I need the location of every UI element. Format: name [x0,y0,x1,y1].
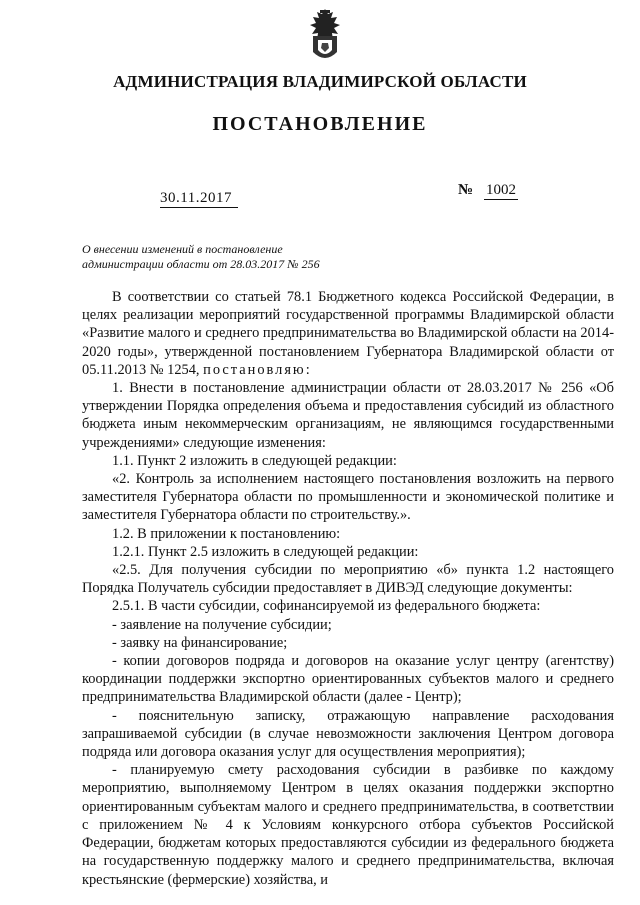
list-item: - заявку на финансирование; [112,634,288,651]
paragraph: 1.2. В приложении к постановлению: [112,525,341,542]
paragraph: 1. Внести в постановление администрации области от 28.03.2017 № 256 «Об утверждении Порядка определения объема и предоставления субсидий из областного бюджета иным некоммерческим организациям, не являющимся государственными учреждениями» следующие изменения: [82,380,614,451]
coat-of-arms-icon [304,8,346,64]
organization-title: АДМИНИСТРАЦИЯ ВЛАДИМИРСКОЙ ОБЛАСТИ [113,72,527,91]
paragraph: «2.5. Для получения субсидии по мероприятию «б» пункта 1.2 настоящего Порядка Получатель субсидии предоставляет в ДИВЭД следующие документы: [82,562,614,597]
subject-line: администрации области от 28.03.2017 № 256 [82,257,320,271]
document-type-title: ПОСТАНОВЛЕНИЕ [212,113,428,135]
decree-word: постановляю: [203,361,312,378]
paragraph: 2.5.1. В части субсидии, софинансируемой из федерального бюджета: [112,598,541,615]
paragraph: 1.1. Пункт 2 изложить в следующей редакции: [112,452,397,469]
subject-line: О внесении изменений в постановление [82,242,283,256]
list-item: - планируемую смету расходования субсидии в разбивке по каждому мероприятию, выполняемому Центром в целях оказания поддержки экспортно ориентированным субъектам малого и среднего предпринимательства, в соответствии с приложением № 4 к Условиям конкурсного отбора субъектов Российской Федерации, бюджетам которых предоставляются субсидии из федерального бюджета на государственную поддержку малого и среднего предпринимательства, включая крестьянские (фермерские) хозяйства, и [82,762,614,888]
document-body [82,288,614,889]
list-item: - пояснительную записку, отражающую направление расходования запрашиваемой субсидии (в случае невозможности заключения Центром договора подряда или договора оказания услуг для осуществления мероприятия); [82,707,614,761]
document-number: 1002 [486,182,516,198]
number-label: № [458,182,474,198]
paragraph-text: В соответствии со статьей 78.1 Бюджетного кодекса Российской Федерации, в целях реализации мероприятий государственной программы Владимирской области «Развитие малого и среднего предпринимательства во Владимирской области на 2014-2020 годы», утвержденной постановлением Губернатора Владимирской области от 05.11.2013 № 1254, [82,289,614,378]
paragraph: 1.2.1. Пункт 2.5 изложить в следующей редакции: [112,543,419,560]
list-item: - заявление на получение субсидии; [112,616,332,633]
paragraph-preamble [82,288,614,379]
document-subject [82,242,320,272]
list-item: - копии договоров подряда и договоров на оказание услуг центру (агентству) координации поддержки экспортно ориентированных субъектов малого и среднего предпринимательства Владимирской области (далее - Центр); [82,653,614,706]
document-date: 30.11.2017 [160,190,238,208]
paragraph: «2. Контроль за исполнением настоящего постановления возложить на первого заместителя Губернатора области по промышленности и экономической политике и заместителя Губернатора области по строительству.». [82,471,614,524]
